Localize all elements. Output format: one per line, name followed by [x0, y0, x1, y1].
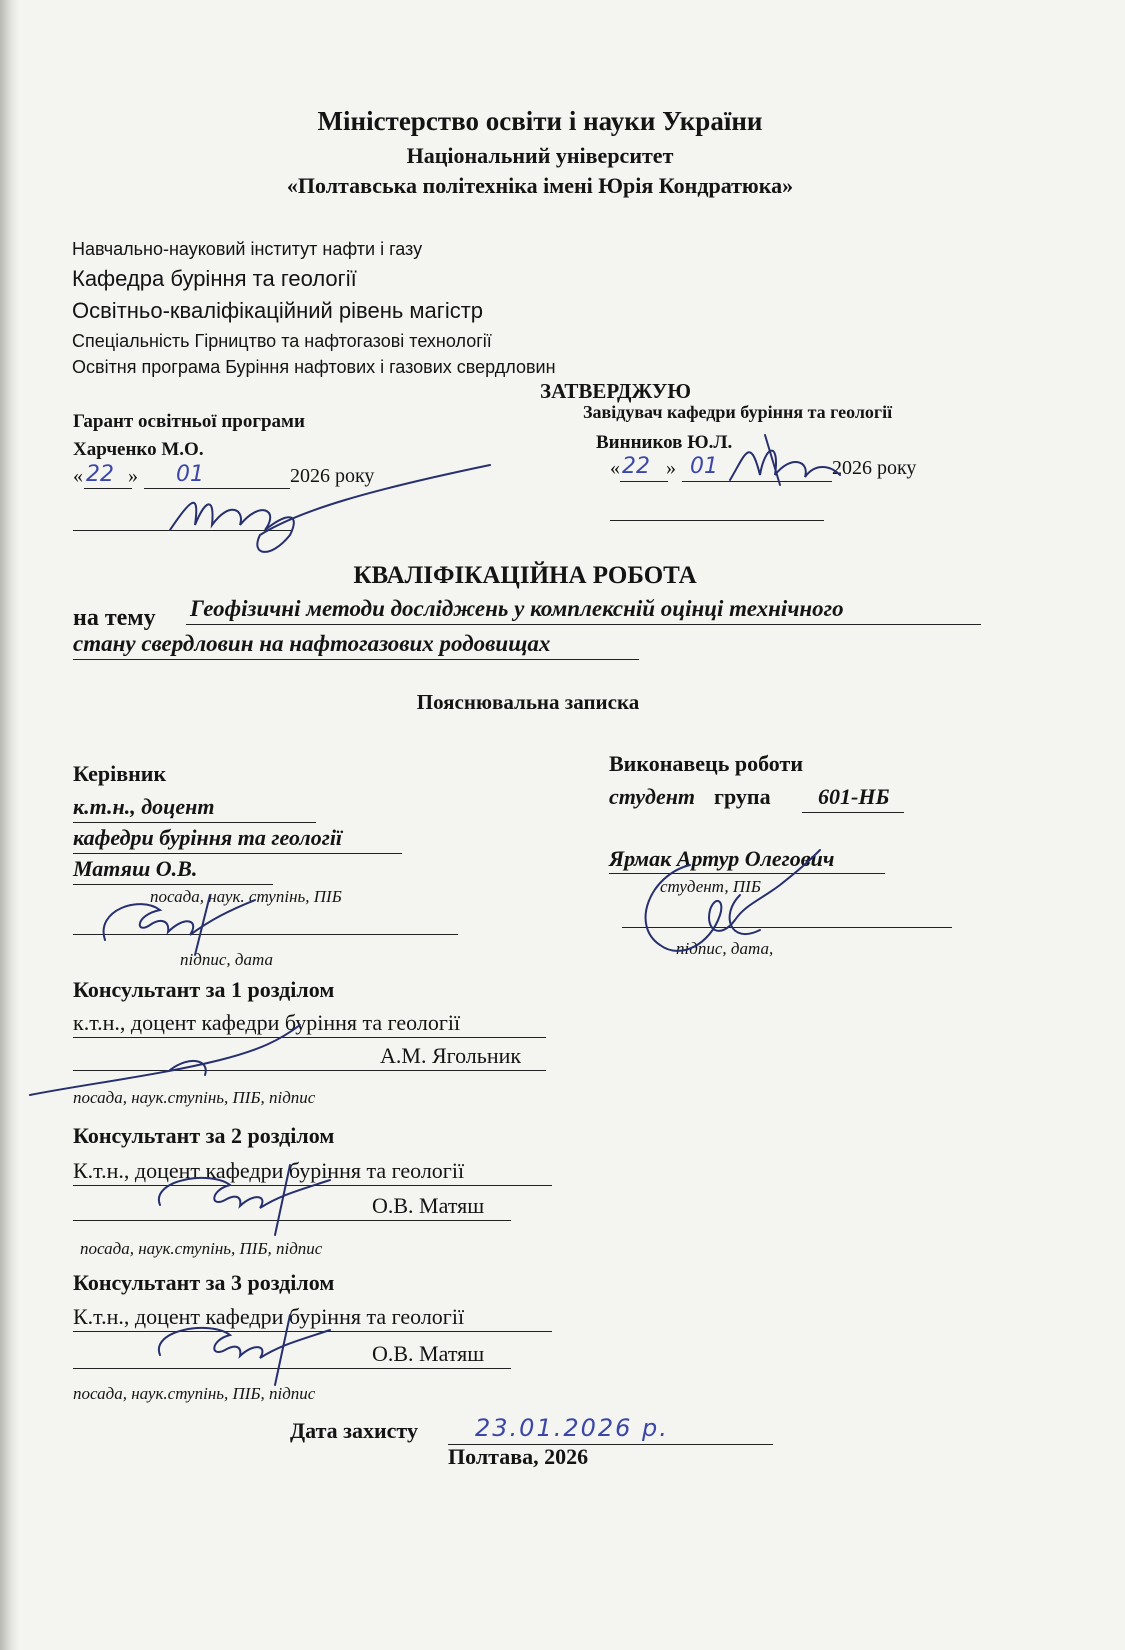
consultant2-signature: [150, 1150, 350, 1240]
guarantor-date-open: «: [73, 465, 83, 487]
consultant1-signature: [20, 1015, 320, 1105]
head-title: Завідувач кафедри буріння та геології: [583, 402, 893, 422]
consultant3-position: К.т.н., доцент кафедри буріння та геології: [73, 1304, 465, 1329]
supervisor-signature: [90, 880, 270, 960]
topic-label: на тему: [73, 605, 156, 631]
executor-role: студент: [609, 784, 696, 809]
work-title: КВАЛІФІКАЦІЙНА РОБОТА: [353, 562, 697, 589]
guarantor-signature: [150, 440, 510, 570]
consultant2-name: О.В. Матяш: [372, 1193, 485, 1218]
guarantor-year: 2026 року: [290, 465, 375, 487]
supervisor-sign-caption: підпис, дата: [180, 950, 273, 969]
head-signature: [720, 425, 850, 495]
executor-sign-caption: підпис, дата,: [676, 939, 774, 958]
consultant1-caption: посада, наук.ступінь, ПІБ, підпис: [73, 1088, 316, 1107]
topic-line2: стану свердловин на нафтогазових родовищах: [73, 631, 551, 656]
supervisor-caption: посада, наук. ступінь, ПІБ: [150, 887, 342, 906]
consultant3-signature: [150, 1300, 350, 1390]
specialty-line: Спеціальність Гірництво та нафтогазові технології: [72, 331, 492, 351]
executor-label: Виконавець роботи: [609, 751, 804, 776]
supervisor-line1: к.т.н., доцент: [73, 794, 215, 819]
city-year: Полтава, 2026: [448, 1444, 589, 1469]
executor-caption: студент, ПІБ: [660, 877, 761, 896]
program-line: Освітня програма Буріння нафтових і газових свердловин: [72, 357, 556, 377]
head-date-close: »: [666, 457, 676, 479]
level-line: Освітньо-кваліфікаційний рівень магістр: [72, 298, 484, 323]
department-line: Кафедра буріння та геології: [72, 266, 357, 291]
defense-date: 23.01.2026 р.: [475, 1414, 669, 1442]
consultant2-label: Консультант за 2 розділом: [73, 1123, 335, 1148]
supervisor-line2: кафедри буріння та геології: [73, 825, 343, 850]
head-date-open: «: [610, 457, 620, 479]
supervisor-line3: Матяш О.В.: [73, 856, 198, 881]
consultant1-label: Консультант за 1 розділом: [73, 977, 335, 1002]
executor-group: 601-НБ: [818, 784, 890, 809]
consultant1-name: А.М. Ягольник: [380, 1043, 522, 1068]
supervisor-underline1: [73, 822, 316, 823]
topic-underline1: [186, 624, 981, 625]
defense-label: Дата захисту: [290, 1418, 418, 1443]
head-sign-line: [610, 520, 824, 521]
consultant2-position: К.т.н., доцент кафедри буріння та геології: [73, 1158, 465, 1183]
guarantor-day: 22: [86, 462, 114, 487]
consultant1-position: к.т.н., доцент кафедри буріння та геології: [73, 1010, 461, 1035]
institute-line: Навчально-науковий інститут нафти і газу: [72, 239, 423, 259]
consultant3-caption: посада, наук.ступінь, ПІБ, підпис: [73, 1384, 316, 1403]
page-edge-shadow: [0, 0, 20, 1650]
topic-line1: Геофізичні методи досліджень у комплексній оцінці технічного: [190, 596, 844, 621]
supervisor-label: Керівник: [73, 761, 167, 786]
university-line1: Національний університет: [406, 143, 674, 168]
executor-name: Ярмак Артур Олегович: [609, 846, 835, 871]
supervisor-underline2: [73, 853, 402, 854]
university-line2: «Полтавська політехніка імені Юрія Кондратюка»: [286, 173, 794, 198]
executor-group-underline: [802, 812, 904, 813]
guarantor-date-close: »: [128, 465, 138, 487]
consultant3-name: О.В. Матяш: [372, 1341, 485, 1366]
guarantor-title: Гарант освітньої програми: [73, 411, 305, 432]
topic-underline2: [73, 659, 639, 660]
executor-signature: [630, 845, 830, 975]
head-day-line: [620, 481, 668, 482]
guarantor-day-line: [84, 488, 132, 489]
consultant2-caption: посада, наук.ступінь, ПІБ, підпис: [80, 1239, 323, 1258]
head-year: 2026 року: [832, 457, 917, 479]
executor-group-label: група: [714, 784, 771, 809]
guarantor-month: 01: [176, 462, 204, 487]
explanatory-note: Пояснювальна записка: [416, 690, 640, 714]
approve-label: ЗАТВЕРДЖУЮ: [540, 379, 691, 403]
head-name: Винников Ю.Л.: [596, 432, 733, 453]
consultant3-label: Консультант за 3 розділом: [73, 1270, 335, 1295]
head-day: 22: [622, 454, 650, 479]
head-month: 01: [690, 454, 718, 479]
guarantor-name: Харченко М.О.: [73, 439, 204, 460]
ministry-title: Міністерство освіти і науки України: [317, 106, 763, 136]
